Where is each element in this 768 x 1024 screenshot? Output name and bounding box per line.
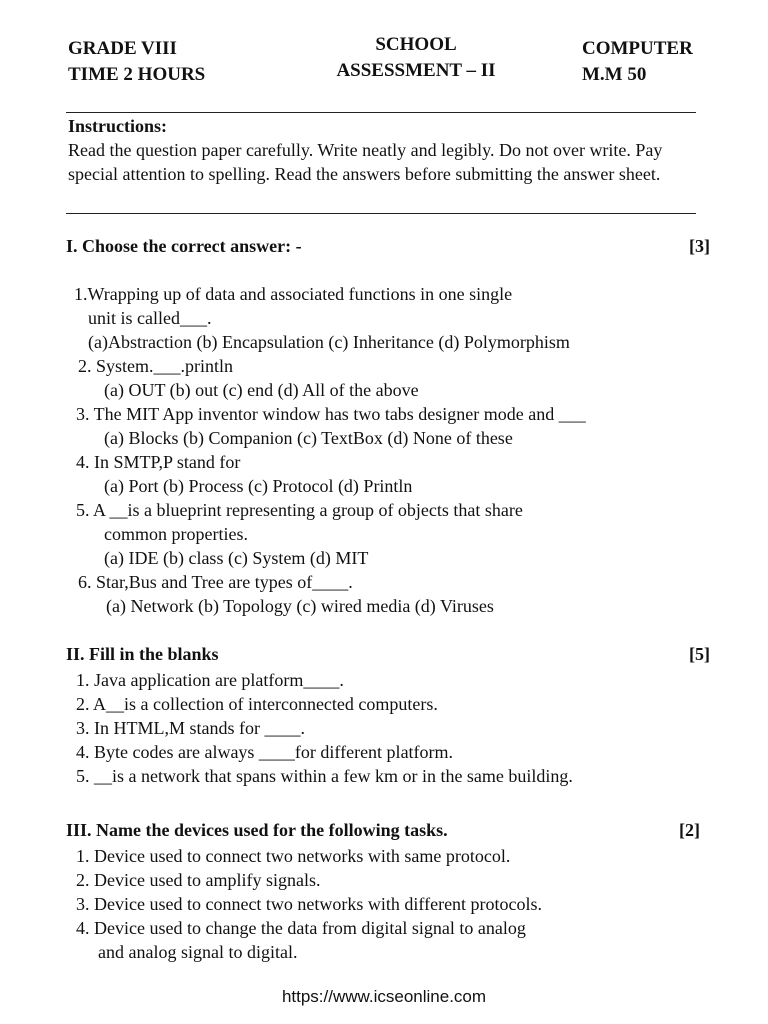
s1-line: 5. A __is a blueprint representing a group of objects that share [76, 500, 523, 520]
header-right [582, 36, 693, 88]
section-2-heading [66, 642, 710, 666]
instructions-block [68, 114, 708, 186]
s1-line: (a) IDE (b) class (c) System (d) MIT [104, 548, 369, 568]
s1-line: 6. Star,Bus and Tree are types of____. [78, 572, 353, 592]
header-left [68, 36, 205, 88]
s2-line: 4. Byte codes are always ____for different platform. [76, 742, 454, 762]
s1-line: common properties. [104, 524, 248, 544]
s1-line: 2. System.___.println [78, 356, 234, 376]
footer-url: https://www.icseonline.com [281, 987, 487, 1006]
school-label: SCHOOL [375, 34, 457, 55]
s1-line: (a) Port (b) Process (c) Protocol (d) Println [104, 476, 413, 496]
s2-line: 3. In HTML,M stands for ____. [76, 718, 305, 738]
s1-line: (a) OUT (b) out (c) end (d) All of the above [104, 380, 419, 400]
s1-line: 4. In SMTP,P stand for [76, 452, 241, 472]
header-center [316, 32, 516, 84]
s3-line: 1. Device used to connect two networks with same protocol. [76, 846, 511, 866]
section-1-title: I. Choose the correct answer: - [66, 236, 302, 256]
assessment-label: ASSESSMENT – II [336, 60, 496, 81]
s3-line: and analog signal to digital. [98, 942, 298, 962]
s3-line: 4. Device used to change the data from digital signal to analog [76, 918, 526, 938]
grade-label: GRADE VIII [68, 38, 177, 59]
max-marks-label: M.M 50 [582, 64, 647, 85]
s1-line: 1.Wrapping up of data and associated functions in one single [74, 284, 513, 304]
s1-line: unit is called___. [88, 308, 212, 328]
time-label: TIME 2 HOURS [68, 64, 206, 85]
subject-label: COMPUTER [582, 38, 693, 59]
section-1-heading [66, 234, 710, 258]
divider-bottom [66, 213, 696, 214]
s1-line: (a) Blocks (b) Companion (c) TextBox (d) None of these [104, 428, 513, 448]
s3-line: 3. Device used to connect two networks with different protocols. [76, 894, 543, 914]
divider-top [66, 112, 696, 113]
section-2-marks: [5] [689, 644, 710, 664]
section-3-title: III. Name the devices used for the following tasks. [66, 820, 448, 840]
s1-line: 3. The MIT App inventor window has two tabs designer mode and ___ [76, 404, 586, 424]
s2-line: 5. __is a network that spans within a few km or in the same building. [76, 766, 573, 786]
section-3-heading [66, 818, 710, 842]
section-2-title: II. Fill in the blanks [66, 644, 219, 664]
section-3-marks: [2] [679, 820, 700, 840]
s2-line: 1. Java application are platform____. [76, 670, 344, 690]
s3-line: 2. Device used to amplify signals. [76, 870, 321, 890]
instructions-text: Read the question paper carefully. Write neatly and legibly. Do not over write. Pay special attention to spelling. Read the answers before submitting the answer sheet. [68, 140, 663, 184]
s1-line: (a) Network (b) Topology (c) wired media (d) Viruses [106, 596, 494, 616]
instructions-title: Instructions: [68, 116, 168, 136]
s1-line: (a)Abstraction (b) Encapsulation (c) Inheritance (d) Polymorphism [88, 332, 570, 352]
section-1-marks: [3] [689, 236, 710, 256]
s2-line: 2. A__is a collection of interconnected computers. [76, 694, 438, 714]
